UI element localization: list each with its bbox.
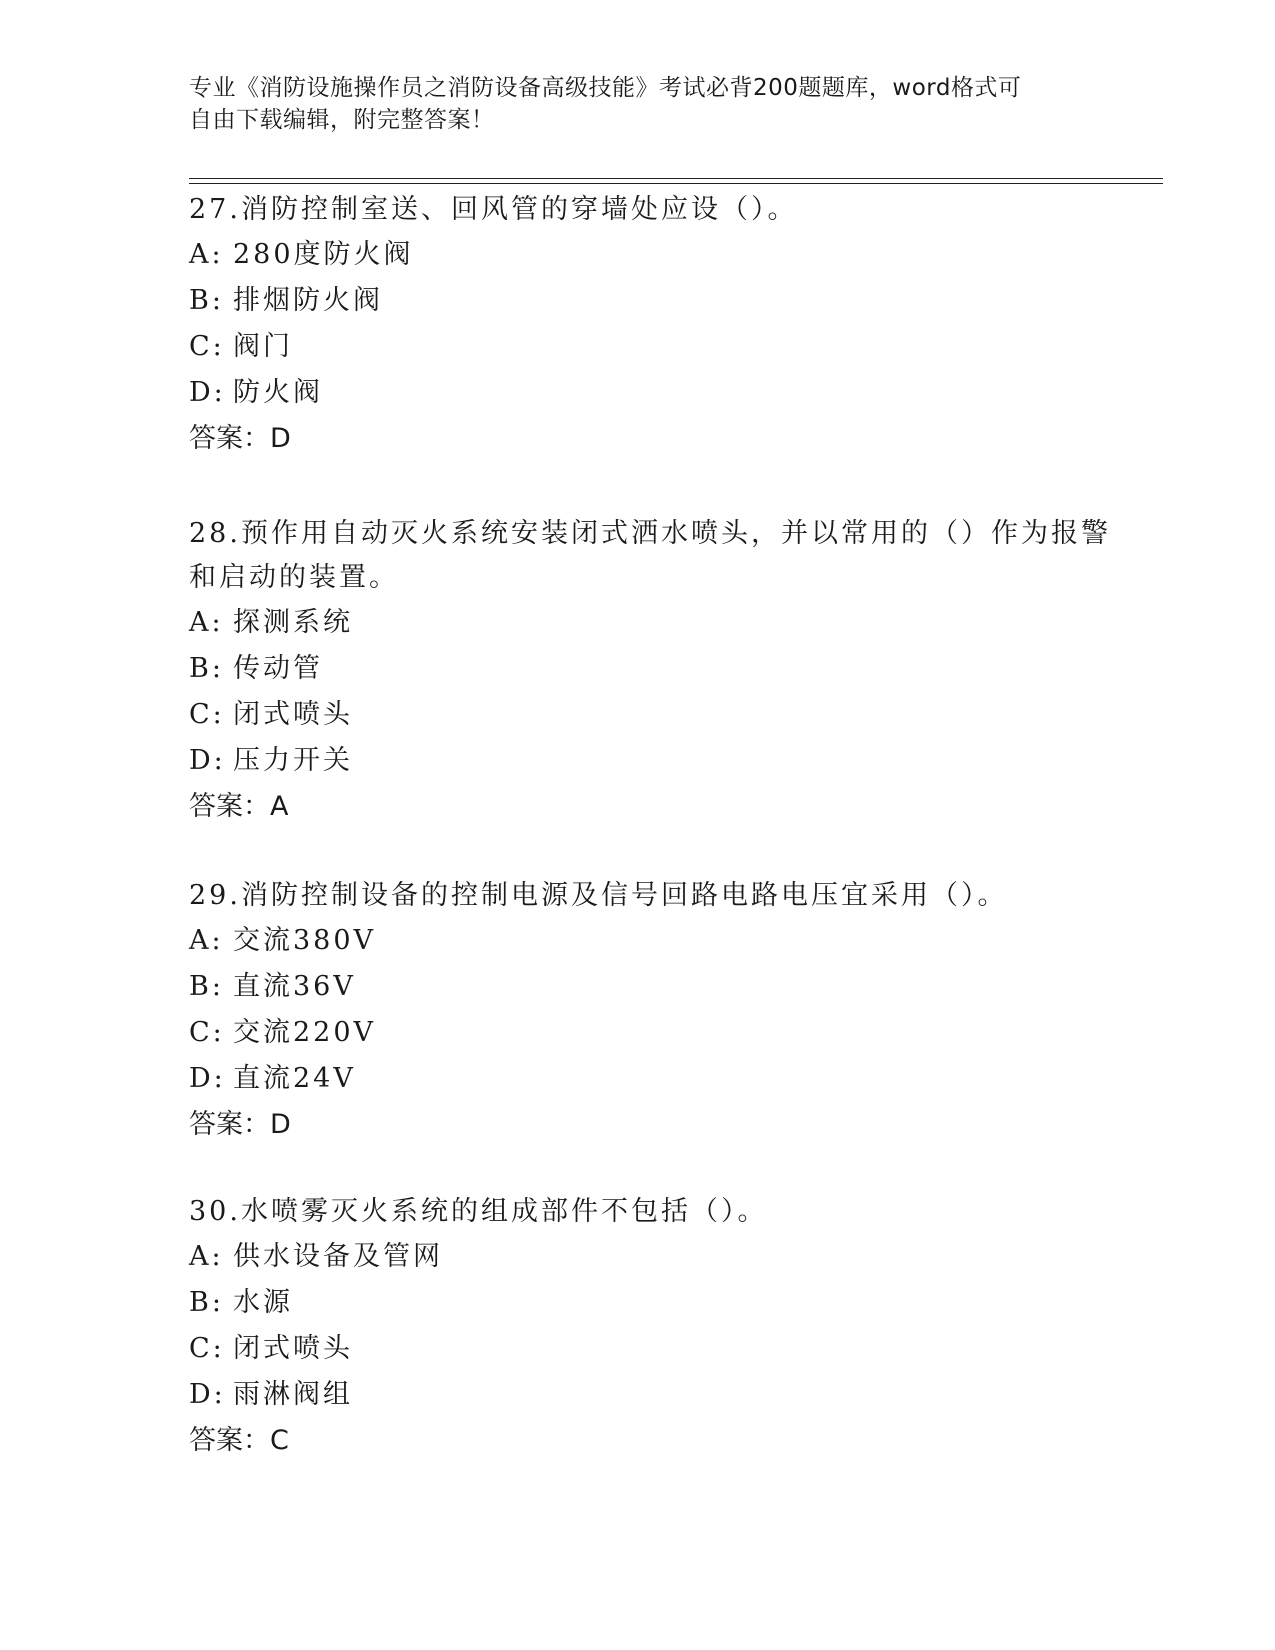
option-text: 传动管 [233,653,323,684]
option-letter: D: [189,377,226,408]
option-c [189,1326,1109,1372]
option-letter: B: [189,653,224,684]
option-text: 压力开关 [233,745,353,776]
question-text: 29.消防控制设备的控制电源及信号回路电路电压宜采用（）。 [189,880,1008,911]
option-text: 闭式喷头 [233,699,353,730]
option-a [189,1234,1109,1280]
option-d [189,1372,1109,1418]
option-text: 阀门 [233,331,293,362]
header-divider-bottom [189,183,1163,184]
question-text: 27.消防控制室送、回风管的穿墙处应设（）。 [189,194,798,225]
option-text: 闭式喷头 [233,1333,353,1364]
option-letter: D: [189,1063,226,1094]
option-letter: C: [189,331,225,362]
option-letter: C: [189,699,225,730]
question-27 [189,188,1109,462]
option-c [189,1010,1109,1056]
option-text: 水源 [233,1287,293,1318]
option-text: 直流24V [233,1063,356,1094]
question-text: 30.水喷雾灭火系统的组成部件不包括（）。 [189,1196,768,1227]
option-letter: A: [189,925,224,956]
option-letter: B: [189,1287,224,1318]
question-30 [189,1190,1109,1464]
document-header [189,72,1089,136]
option-a [189,232,1109,278]
option-letter: A: [189,607,224,638]
header-divider-top [189,178,1163,179]
option-text: 防火阀 [233,377,323,408]
answer: 答案：D [189,1109,291,1140]
option-letter: D: [189,745,226,776]
option-c [189,692,1109,738]
option-letter: C: [189,1333,225,1364]
answer: 答案：D [189,423,291,454]
question-text-continued: 和启动的装置。 [189,562,399,593]
question-28 [189,512,1109,830]
option-text: 交流220V [233,1017,377,1048]
header-line-1: 专业《消防设施操作员之消防设备高级技能》考试必背200题题库，word格式可 [189,75,1022,101]
option-letter: C: [189,1017,225,1048]
option-text: 供水设备及管网 [233,1241,443,1272]
option-d [189,738,1109,784]
option-text: 排烟防火阀 [233,285,383,316]
option-b [189,964,1109,1010]
option-letter: A: [189,1241,224,1272]
option-b [189,278,1109,324]
option-a [189,600,1109,646]
option-letter: A: [189,239,224,270]
header-line-2: 自由下载编辑，附完整答案！ [189,107,495,133]
option-text: 交流380V [233,925,377,956]
option-letter: B: [189,971,224,1002]
answer: 答案：A [189,791,289,822]
option-text: 280度防火阀 [233,239,414,270]
option-c [189,324,1109,370]
option-text: 探测系统 [233,607,353,638]
option-text: 直流36V [233,971,356,1002]
question-29 [189,874,1109,1148]
option-letter: B: [189,285,224,316]
option-b [189,1280,1109,1326]
question-text: 28.预作用自动灭火系统安装闭式洒水喷头，并以常用的（）作为报警 [189,518,1111,549]
answer: 答案：C [189,1425,289,1456]
option-b [189,646,1109,692]
option-text: 雨淋阀组 [233,1379,353,1410]
option-d [189,1056,1109,1102]
option-letter: D: [189,1379,226,1410]
option-a [189,918,1109,964]
option-d [189,370,1109,416]
